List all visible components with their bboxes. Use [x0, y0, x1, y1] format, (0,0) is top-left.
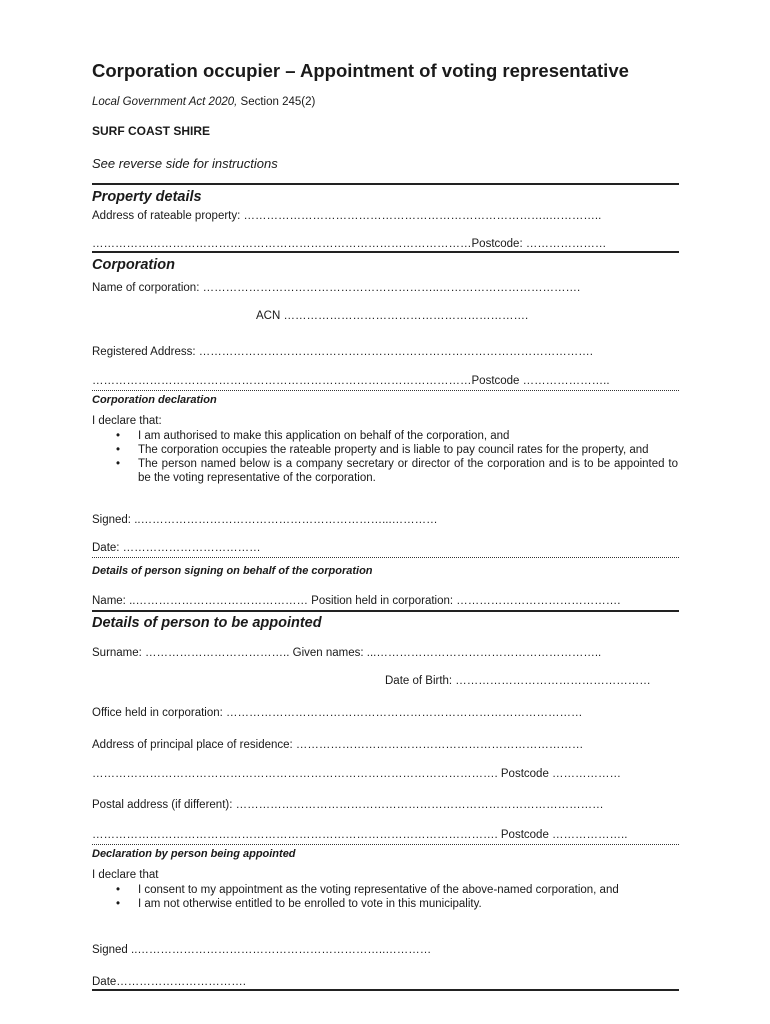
residence-address-field[interactable]: Address of principal place of residence: ………………………………………………………………… — [92, 739, 584, 751]
appointee-declaration-heading: Declaration by person being appointed — [92, 848, 296, 860]
form-title: Corporation occupier – Appointment of voting representative — [92, 60, 629, 81]
registered-postcode-field[interactable]: ………………………………………………………………………………………Postcode ………………….. — [92, 375, 610, 387]
instructions-note: See reverse side for instructions — [92, 156, 278, 171]
office-held-field[interactable]: Office held in corporation: ………………………………………………………………………………… — [92, 707, 583, 719]
dotted-divider — [92, 390, 679, 391]
act-section: Section 245(2) — [237, 96, 316, 108]
declaration-item: • I consent to my appointment as the voting representative of the above-named corporation, and — [116, 884, 619, 896]
declaration-item: • I am authorised to make this application on behalf of the corporation, and — [116, 430, 510, 442]
property-details-heading: Property details — [92, 189, 202, 205]
corporation-heading: Corporation — [92, 257, 175, 273]
section-divider — [92, 610, 679, 612]
appointee-signature-field[interactable]: Signed ..………………………………………………………..………… — [92, 944, 432, 956]
signer-name-position-field[interactable]: Name: ..……………………………………… Position held in corporation: ……………………………………. — [92, 595, 621, 607]
corporation-declaration-intro: I declare that: — [92, 415, 162, 427]
bullet: • — [116, 444, 121, 456]
legislation-reference — [92, 96, 315, 108]
appointee-declaration-intro: I declare that — [92, 869, 159, 881]
corporation-declaration-heading: Corporation declaration — [92, 394, 217, 406]
property-address-postcode-field[interactable]: ………………………………………………………………………………………Postcode: ………………… — [92, 238, 607, 250]
declaration-item: • The corporation occupies the rateable property and is liable to pay council rates for the property, and — [116, 444, 649, 456]
act-name: Local Government Act 2020, — [92, 96, 238, 108]
appointee-heading: Details of person to be appointed — [92, 615, 322, 631]
postal-address-field[interactable]: Postal address (if different): …………………………………………………………………………………… — [92, 799, 604, 811]
corporation-declaration-list — [116, 429, 678, 485]
declaration-item: • I am not otherwise entitled to be enrolled to vote in this municipality. — [116, 898, 482, 910]
bullet: • — [116, 430, 121, 442]
dotted-divider — [92, 844, 679, 845]
corporation-date-field[interactable]: Date: ……………………………… — [92, 542, 261, 554]
declaration-item: • The person named below is a company secretary or director of the corporation and is to be appointed to be the voting representative of the corporation. — [116, 458, 678, 484]
section-divider — [92, 183, 679, 185]
corporation-name-field[interactable]: Name of corporation: ……………………………………………………..………………………………. — [92, 282, 581, 294]
corporation-signature-field[interactable]: Signed: ..………………………………………………………...………… — [92, 514, 438, 526]
residence-postcode-field[interactable]: ……………………………………………………………………………………………. Postcode ……………… — [92, 768, 622, 780]
bullet: • — [116, 458, 121, 470]
property-address-field[interactable]: Address of rateable property: ……………………………………………………………………..………….. — [92, 210, 602, 222]
section-divider — [92, 251, 679, 253]
appointee-declaration-list — [116, 883, 678, 911]
appointee-names-field[interactable]: Surname: ……………………………….. Given names: ...………………………………………………….. — [92, 647, 602, 659]
appointee-date-field[interactable]: Date……………………………. — [92, 976, 246, 988]
postal-postcode-field[interactable]: ……………………………………………………………………………………………. Postcode ……………….. — [92, 829, 628, 841]
dotted-divider — [92, 557, 679, 558]
date-of-birth-field[interactable]: Date of Birth: …………………………………………… — [385, 675, 651, 687]
signer-details-heading: Details of person signing on behalf of the corporation — [92, 565, 373, 577]
section-divider — [92, 989, 679, 991]
registered-address-field[interactable]: Registered Address: …………………………………………………………………………………………. — [92, 346, 593, 358]
acn-field[interactable]: ACN ………………………………………………………. — [256, 310, 529, 322]
bullet: • — [116, 884, 121, 896]
bullet: • — [116, 898, 121, 910]
council-name: SURF COAST SHIRE — [92, 124, 211, 138]
